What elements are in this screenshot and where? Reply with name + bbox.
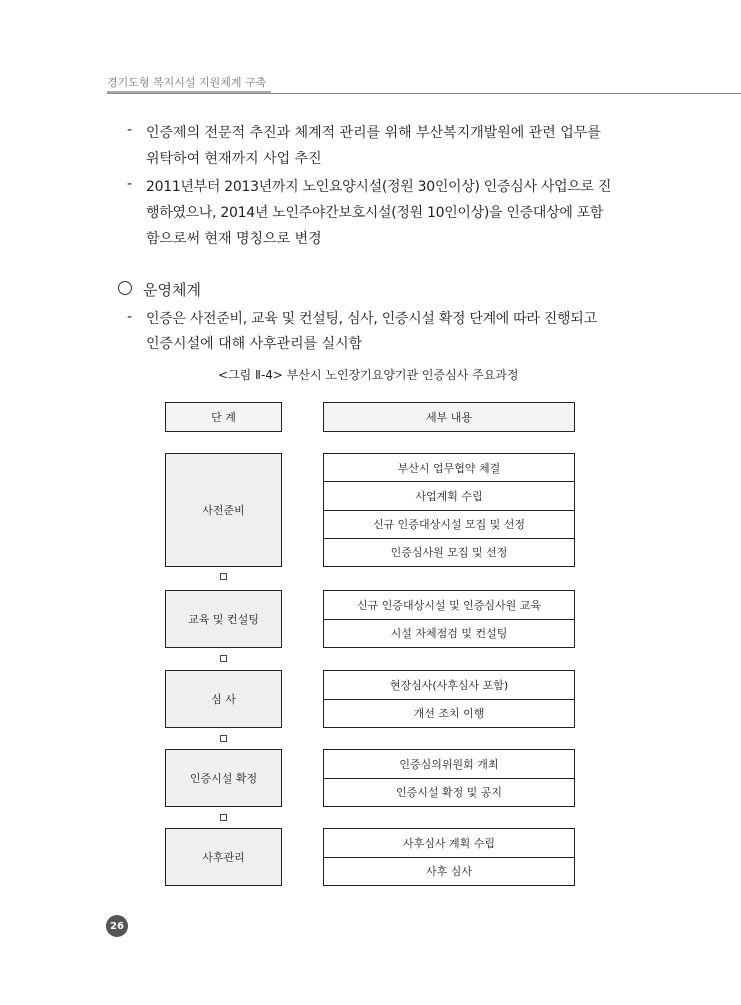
stage-box: 사후관리 bbox=[165, 828, 282, 886]
detail-item: 사업계획 수립 bbox=[324, 481, 574, 509]
section-bullet-line-2: 인증시설에 대해 사후관리를 실시함 bbox=[146, 336, 363, 352]
running-header: 경기도형 복지시설 지원체계 구축 bbox=[107, 76, 267, 89]
detail-item: 사후 심사 bbox=[324, 857, 574, 886]
flow-arrow-icon bbox=[220, 655, 227, 662]
detail-box bbox=[323, 749, 575, 807]
detail-item: 시설 자체점검 및 컨설팅 bbox=[324, 619, 574, 648]
page-number: 26 bbox=[106, 915, 128, 937]
detail-item: 부산시 업무협약 체결 bbox=[397, 461, 501, 475]
stage-box: 사전준비 bbox=[165, 453, 282, 567]
detail-item: 현장심사(사후심사 포함) bbox=[389, 678, 509, 692]
detail-item: 신규 인증대상시설 모집 및 선정 bbox=[324, 510, 574, 538]
section-bullet-line-1: 인증은 사전준비, 교육 및 컨설팅, 심사, 인증시설 확정 단계에 따라 진행되고 bbox=[146, 311, 597, 327]
detail-header: 세부 내용 bbox=[323, 402, 575, 432]
detail-item: 인증심의위원회 개최 bbox=[399, 757, 499, 771]
figure-caption: <그림 Ⅱ-4> 부산시 노인장기요양기관 인증심사 주요과정 bbox=[218, 368, 519, 382]
section-circle-marker bbox=[118, 281, 132, 295]
detail-item: 사후심사 계획 수립 bbox=[402, 836, 495, 850]
bullet-2-line-2: 행하였으나, 2014년 노인주야간보호시설(정원 10인이상)을 인증대상에 포함 bbox=[146, 205, 604, 221]
bullet-dash: - bbox=[127, 309, 133, 325]
stage-box: 교육 및 컨설팅 bbox=[165, 590, 282, 648]
stage-box: 인증시설 확정 bbox=[165, 749, 282, 807]
flow-arrow-icon bbox=[220, 573, 227, 580]
flow-arrow-icon bbox=[220, 735, 227, 742]
detail-box bbox=[323, 828, 575, 886]
detail-item: 인증시설 확정 및 공지 bbox=[324, 778, 574, 807]
header-divider bbox=[107, 93, 741, 94]
detail-item: 인증심사원 모집 및 선정 bbox=[324, 538, 574, 566]
flow-arrow-icon bbox=[220, 814, 227, 821]
section-title: 운영체계 bbox=[143, 281, 201, 299]
bullet-dash: - bbox=[127, 176, 133, 192]
detail-item: 개선 조치 이행 bbox=[324, 699, 574, 728]
detail-item: 신규 인증대상시설 및 인증심사원 교육 bbox=[356, 598, 541, 612]
detail-box bbox=[323, 670, 575, 728]
bullet-dash: - bbox=[127, 122, 133, 138]
stage-header: 단 계 bbox=[165, 402, 282, 432]
detail-box bbox=[323, 453, 575, 567]
detail-box bbox=[323, 590, 575, 648]
bullet-1-line-2: 위탁하여 현재까지 사업 추진 bbox=[146, 151, 322, 167]
stage-box: 심 사 bbox=[165, 670, 282, 728]
bullet-2-line-3: 함으로써 현재 명칭으로 변경 bbox=[146, 231, 322, 247]
bullet-2-line-1: 2011년부터 2013년까지 노인요양시설(정원 30인이상) 인증심사 사업으로 진 bbox=[146, 179, 612, 195]
bullet-1-line-1: 인증제의 전문적 추진과 체계적 관리를 위해 부산복지개발원에 관련 업무를 bbox=[146, 125, 601, 141]
